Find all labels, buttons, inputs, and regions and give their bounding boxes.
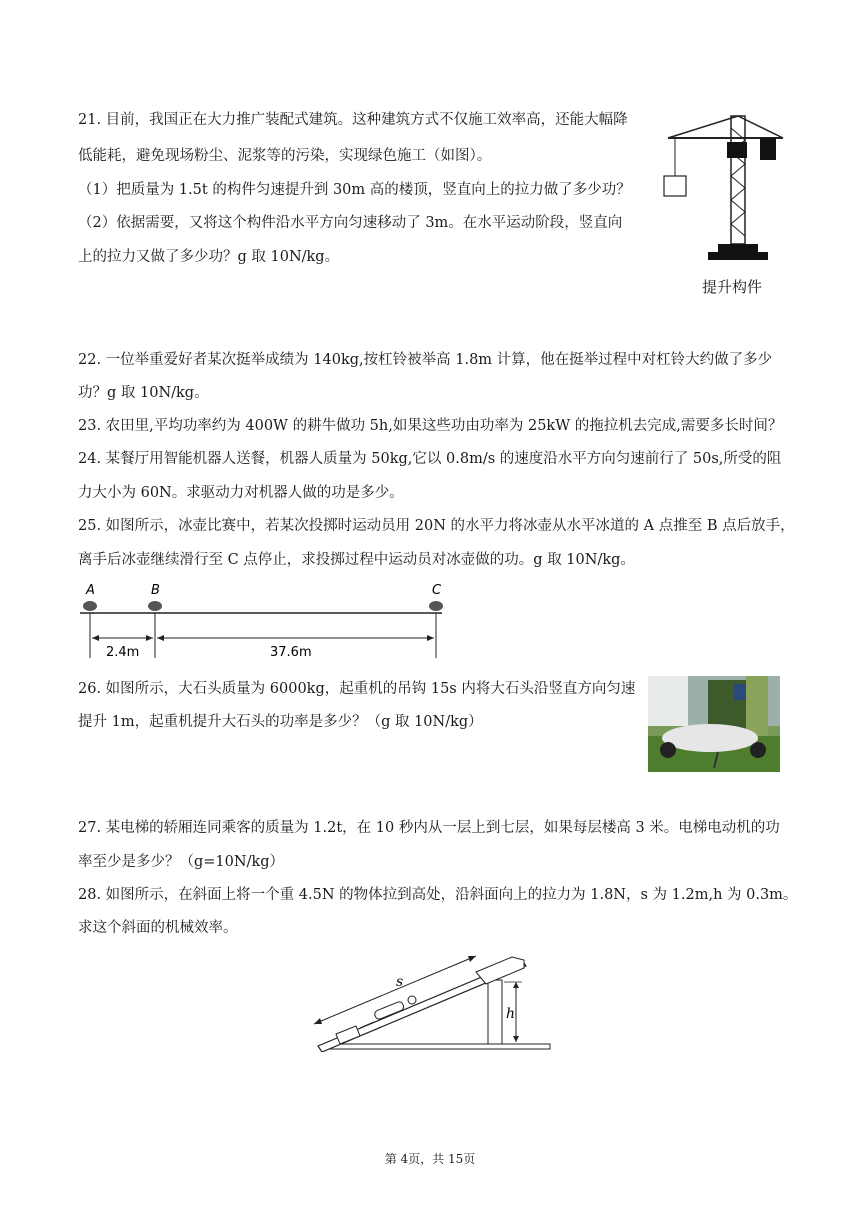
curling-figure	[80, 580, 450, 660]
tower-crane-figure	[658, 108, 788, 298]
q23-line-1: 23. 农田里,平均功率约为 400W 的耕牛做功 5h,如果这些功由功率为 25kW 的拖拉机去完成,需要多长时间？	[78, 418, 783, 434]
q26-line-1: 26. 如图所示，大石头质量为 6000kg，起重机的吊钩 15s 内将大石头沿竖直方向匀速	[78, 681, 636, 697]
q21-line-4: （2）依据需要，又将这个构件沿水平方向匀速移动了 3m。在水平运动阶段，竖直向	[78, 215, 623, 231]
q25-line-1: 25. 如图所示，冰壶比赛中，若某次投掷时运动员用 20N 的水平力将冰壶从水平冰道的 A 点推至 B 点后放手，	[78, 518, 795, 534]
q21-line-3: （1）把质量为 1.5t 的构件匀速提升到 30m 高的楼顶，竖直向上的拉力做了多少功？	[78, 182, 631, 198]
page-footer: 第 4页，共 15页	[384, 1152, 476, 1166]
q21-line-5: 上的拉力又做了多少功？g 取 10N/kg。	[78, 249, 340, 265]
q24-line-2: 力大小为 60N。求驱动力对机器人做的功是多少。	[78, 485, 404, 501]
point-label-c: C	[432, 583, 442, 598]
q24-line-1: 24. 某餐厅用智能机器人送餐，机器人质量为 50kg,它以 0.8m/s 的速度沿水平方向匀速前行了 50s,所受的阻	[78, 451, 782, 467]
q28-line-2: 求这个斜面的机械效率。	[78, 920, 238, 936]
point-label-a: A	[86, 583, 95, 598]
q27-line-1: 27. 某电梯的轿厢连同乘客的质量为 1.2t，在 10 秒内从一层上到七层，如果每层楼高 3 米。电梯电动机的功	[78, 820, 780, 836]
q21-line-2: 低能耗，避免现场粉尘、泥浆等的污染，实现绿色施工（如图）。	[78, 148, 492, 164]
point-label-b: B	[151, 583, 160, 598]
q28-line-1: 28. 如图所示，在斜面上将一个重 4.5N 的物体拉到高处，沿斜面向上的拉力为 1.8N，s 为 1.2m,h 为 0.3m。	[78, 887, 798, 903]
q22-line-2: 功？g 取 10N/kg。	[78, 385, 209, 401]
q21-line-1: 21. 目前，我国正在大力推广装配式建筑。这种建筑方式不仅施工效率高，还能大幅降	[78, 112, 628, 128]
q22-line-1: 22. 一位举重爱好者某次挺举成绩为 140kg,按杠铃被举高 1.8m 计算，他在挺举过程中对杠铃大约做了多少	[78, 352, 773, 368]
tower-crane-drawing	[658, 108, 788, 273]
segment-label-ab: 2.4m	[106, 645, 140, 660]
segment-label-bc: 37.6m	[270, 645, 312, 660]
q27-line-2: 率至少是多少？（g=10N/kg）	[78, 854, 285, 870]
incline-figure	[300, 948, 556, 1052]
q25-line-2: 离手后冰壶继续滑行至 C 点停止，求投掷过程中运动员对冰壶做的功。g 取 10N/kg。	[78, 552, 635, 568]
label-h: h	[506, 1006, 516, 1022]
crane-stone-photo	[648, 676, 780, 772]
q26-line-2: 提升 1m，起重机提升大石头的功率是多少？（g 取 10N/kg）	[78, 714, 483, 730]
label-s: s	[396, 974, 404, 990]
tower-crane-caption: 提升构件	[702, 278, 763, 296]
